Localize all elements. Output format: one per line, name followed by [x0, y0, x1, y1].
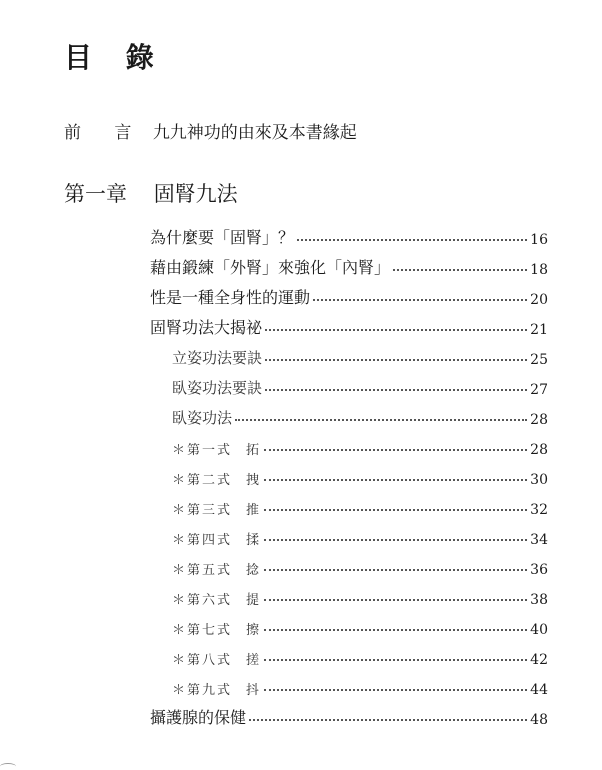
toc-entry: [150, 638, 548, 668]
toc-entry-page: 48: [530, 712, 548, 728]
dot-leader: [264, 509, 527, 511]
preface-entry: [64, 118, 357, 143]
toc-entry-title: [172, 469, 261, 488]
dot-leader: [265, 359, 527, 361]
toc-entry: [150, 518, 548, 548]
toc-entry-page: 34: [530, 532, 548, 548]
toc-entry-title: 藉由鍛練「外腎」來強化「內腎」: [150, 258, 391, 277]
toc-entry-title: [172, 499, 261, 518]
toc-entry: [150, 248, 548, 278]
toc-entry: [150, 398, 548, 428]
toc-entry: [150, 698, 548, 728]
preface-label: 前 言: [64, 123, 146, 143]
toc-entry-title: [172, 439, 261, 458]
dot-leader: [264, 569, 527, 571]
toc-entry-title: [172, 619, 261, 638]
toc-entry-page: 40: [530, 622, 548, 638]
toc-entry-title: 為什麼要「固腎」？: [150, 228, 295, 247]
toc-entry-page: 44: [530, 682, 548, 698]
toc-entry-page: 30: [530, 472, 548, 488]
toc-entry-name: 拽: [246, 473, 262, 488]
toc-entry-prefix: ＊第五式: [172, 563, 233, 578]
dot-leader: [393, 269, 527, 271]
toc-entry-name: 推: [246, 503, 262, 518]
toc-entry: [150, 578, 548, 608]
dot-leader: [264, 689, 527, 691]
toc-entry: [150, 668, 548, 698]
toc-entry: [150, 218, 548, 248]
toc-entry-prefix: ＊第九式: [172, 683, 233, 698]
toc-entry: [150, 548, 548, 578]
toc-entry-title: 臥姿功法: [172, 409, 233, 427]
toc-entry: [150, 338, 548, 368]
toc-entry-title: 性是一種全身性的運動: [150, 288, 311, 307]
toc-entry-name: 抖: [246, 683, 262, 698]
toc-entry-name: 捻: [246, 563, 262, 578]
toc-entry-page: 16: [530, 232, 548, 248]
toc-entry-page: 32: [530, 502, 548, 518]
dot-leader: [264, 659, 527, 661]
toc-entry: [150, 458, 548, 488]
toc-entry-name: 揉: [246, 533, 262, 548]
toc-list: [150, 218, 548, 728]
toc-entry-prefix: ＊第八式: [172, 653, 233, 668]
toc-entry-prefix: ＊第三式: [172, 503, 233, 518]
toc-entry: [150, 428, 548, 458]
toc-entry-name: 提: [246, 593, 262, 608]
preface-text: 九九神功的由來及本書緣起: [152, 123, 357, 143]
dot-leader: [264, 479, 527, 481]
toc-entry-title: 固腎功法大揭祕: [150, 318, 263, 337]
toc-entry-prefix: ＊第二式: [172, 473, 233, 488]
dot-leader: [265, 329, 527, 331]
toc-heading: 目 錄: [64, 41, 166, 74]
dot-leader: [235, 419, 527, 421]
toc-entry-title: [172, 589, 261, 608]
dot-leader: [264, 629, 527, 631]
toc-entry-page: 36: [530, 562, 548, 578]
page-corner-mark: [0, 763, 16, 770]
dot-leader: [265, 389, 527, 391]
toc-entry: [150, 368, 548, 398]
toc-entry-prefix: ＊第一式: [172, 443, 233, 458]
toc-entry-page: 25: [530, 352, 548, 368]
toc-entry-name: 搓: [246, 653, 262, 668]
toc-entry: [150, 308, 548, 338]
toc-entry-title: [172, 559, 261, 578]
dot-leader: [264, 449, 527, 451]
chapter-heading: [64, 178, 238, 208]
toc-entry-title: 攝護腺的保健: [150, 708, 247, 727]
toc-entry-prefix: ＊第七式: [172, 623, 233, 638]
toc-entry: [150, 278, 548, 308]
chapter-number: 第一章: [64, 182, 127, 206]
toc-entry-name: 擦: [246, 623, 262, 638]
dot-leader: [264, 539, 527, 541]
toc-entry-page: 38: [530, 592, 548, 608]
toc-entry-page: 28: [530, 412, 548, 428]
toc-entry-title: [172, 679, 261, 698]
toc-entry: [150, 608, 548, 638]
dot-leader: [249, 719, 527, 721]
dot-leader: [297, 239, 527, 241]
toc-entry-page: 18: [530, 262, 548, 278]
toc-entry-page: 28: [530, 442, 548, 458]
toc-entry-prefix: ＊第六式: [172, 593, 233, 608]
dot-leader: [313, 299, 527, 301]
toc-entry-title: 立姿功法要訣: [172, 349, 263, 367]
toc-entry: [150, 488, 548, 518]
toc-entry-name: 拓: [246, 443, 262, 458]
toc-entry-title: 臥姿功法要訣: [172, 379, 263, 397]
toc-entry-page: 27: [530, 382, 548, 398]
toc-entry-title: [172, 529, 261, 548]
dot-leader: [264, 599, 527, 601]
toc-entry-page: 21: [530, 322, 548, 338]
chapter-title: 固腎九法: [153, 182, 238, 206]
toc-entry-page: 42: [530, 652, 548, 668]
toc-entry-page: 20: [530, 292, 548, 308]
toc-entry-prefix: ＊第四式: [172, 533, 233, 548]
toc-entry-title: [172, 649, 261, 668]
